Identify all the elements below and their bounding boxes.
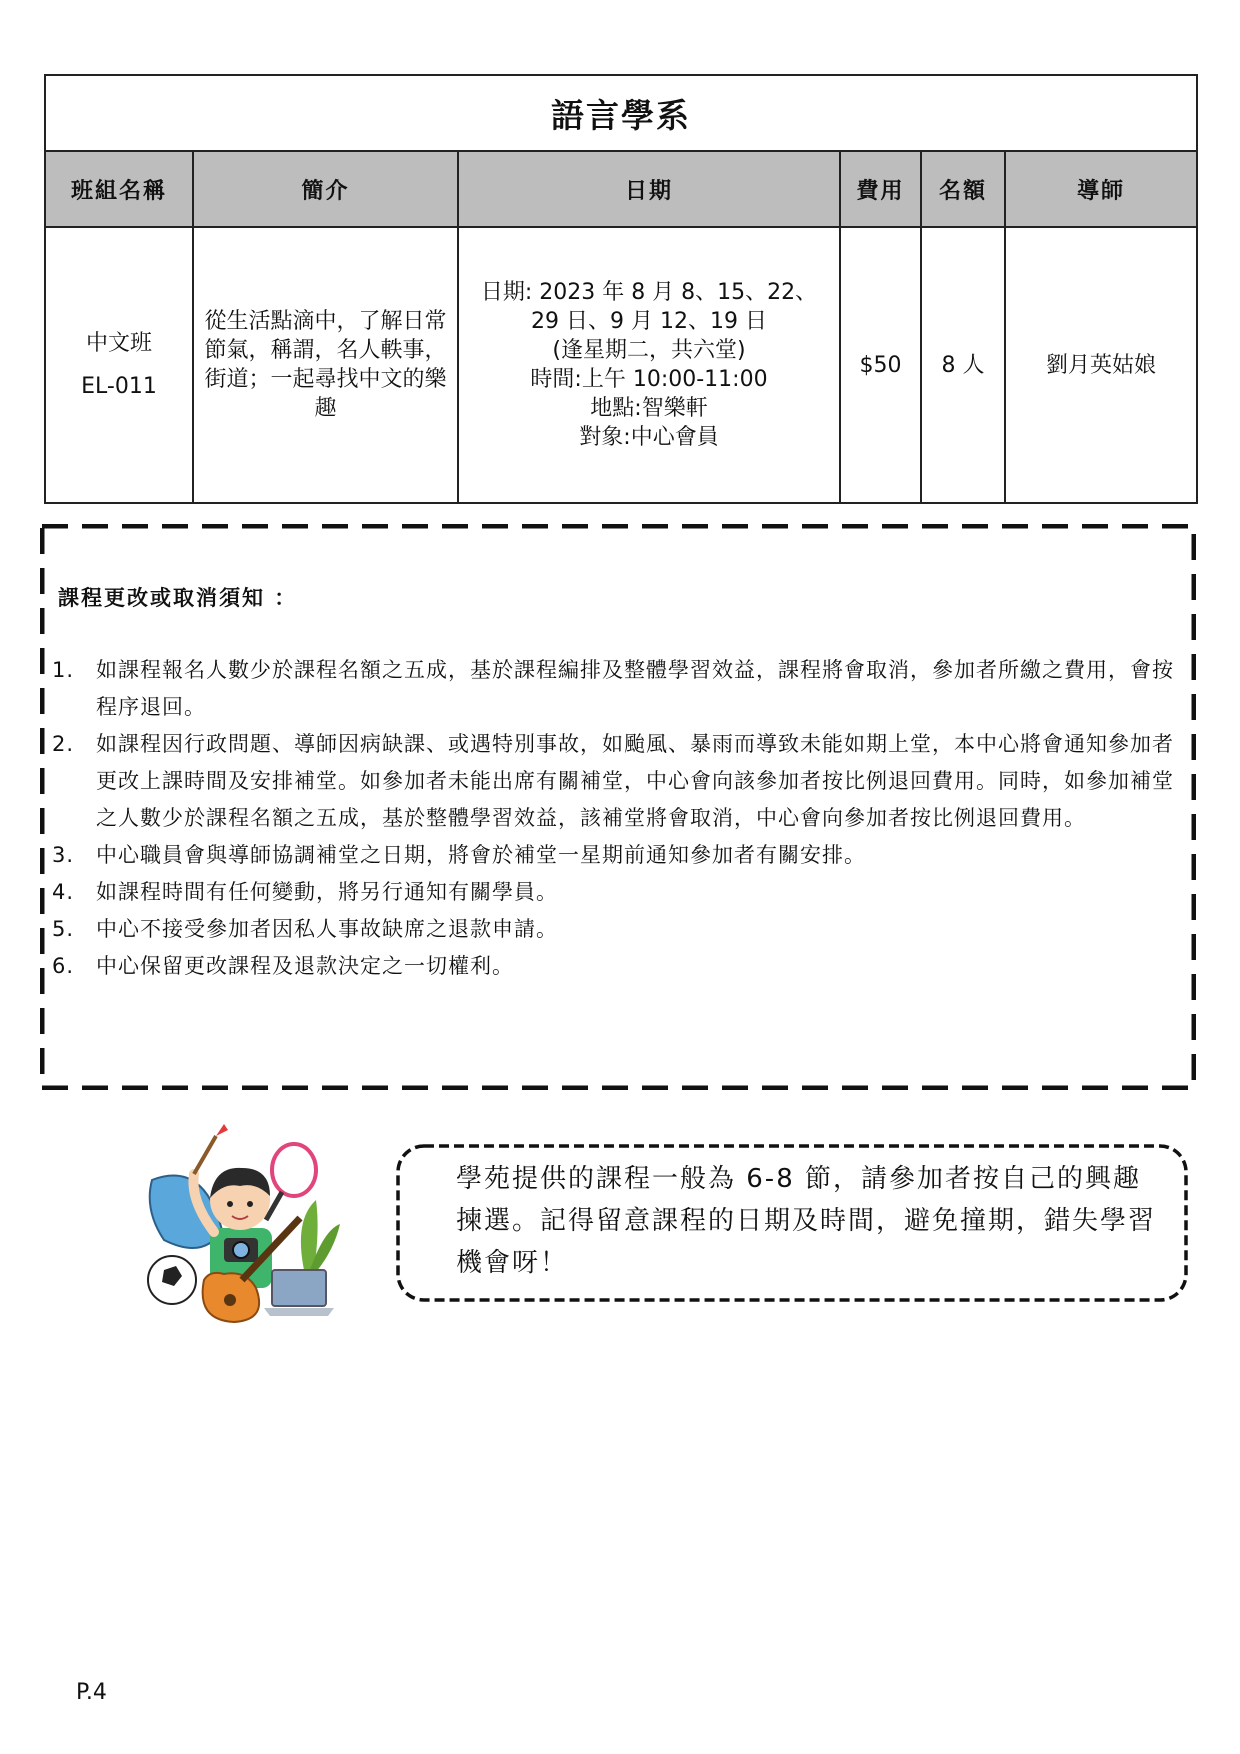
notice-item-text: 如課程時間有任何變動，將另行通知有關學員。 (96, 880, 558, 904)
date-line: (逢星期二，共六堂) (552, 338, 746, 363)
location-line: 地點:智樂軒 (590, 396, 708, 421)
notice-item (52, 837, 1188, 874)
time-line: 時間:上午 10:00-11:00 (530, 367, 768, 392)
header-date: 日期 (458, 151, 840, 227)
notice-item-number: 5. (52, 917, 75, 941)
date-cell (458, 227, 840, 503)
notice-box (40, 524, 1196, 1090)
notice-item-number: 1. (52, 658, 75, 682)
department-title: 語言學系 (45, 75, 1197, 151)
intro-cell (193, 227, 458, 503)
notice-item-text: 中心保留更改課程及退款決定之一切權利。 (96, 954, 514, 978)
header-fee: 費用 (840, 151, 921, 227)
class-name-cell (45, 227, 193, 503)
header-intro: 簡介 (193, 151, 458, 227)
quota-cell: 8 人 (921, 227, 1005, 503)
notice-item-number: 4. (52, 880, 75, 904)
class-intro: 從生活點滴中，了解日常節氣，稱謂，名人軼事，街道；一起尋找中文的樂趣 (204, 309, 447, 421)
tip-bubble (396, 1144, 1188, 1302)
notice-item-number: 2. (52, 732, 75, 756)
notice-item-number: 3. (52, 843, 75, 867)
header-quota: 名額 (921, 151, 1005, 227)
notice-item (52, 911, 1188, 948)
table-row (45, 227, 1197, 503)
notice-item-text: 如課程因行政問題、導師因病缺課、或遇特別事故，如颱風、暴雨而導致未能如期上堂，本中心將會通知參加者更改上課時間及安排補堂。如參加者未能出席有關補堂，中心會向該參加者按比例退回費用。同時，如參加補堂之人數少於課程名額之五成，基於整體學習效益，該補堂將會取消，中心會向參加者按比例退回費用。 (96, 732, 1174, 830)
notice-item (52, 652, 1188, 726)
header-class-name: 班組名稱 (45, 151, 193, 227)
page-number: P.4 (76, 1680, 107, 1705)
date-line: 29 日、9 月 12、19 日 (531, 309, 767, 334)
notice-item-number: 6. (52, 954, 75, 978)
tip-text: 學苑提供的課程一般為 6-8 節，請參加者按自己的興趣揀選。記得留意課程的日期及時間，避免撞期，錯失學習機會呀！ (456, 1164, 1157, 1278)
table-header-row (45, 151, 1197, 227)
notice-title: 課程更改或取消須知 ： (58, 586, 298, 610)
fee-cell: $50 (840, 227, 921, 503)
tutor-cell: 劉月英姑娘 (1005, 227, 1197, 503)
notice-item-text: 中心職員會與導師協調補堂之日期，將會於補堂一星期前通知參加者有關安排。 (96, 843, 866, 867)
notice-item (52, 874, 1188, 911)
date-line: 日期: 2023 年 8 月 8、15、22、 (480, 280, 818, 305)
notice-item-text: 中心不接受參加者因私人事故缺席之退款申請。 (96, 917, 558, 941)
header-tutor: 導師 (1005, 151, 1197, 227)
class-code: EL-011 (81, 374, 157, 399)
class-name: 中文班 (85, 331, 152, 356)
notice-item-text: 如課程報名人數少於課程名額之五成，基於課程編排及整體學習效益，課程將會取消，參加者所繳之費用，會按程序退回。 (96, 658, 1174, 719)
course-table (44, 74, 1198, 504)
notice-item (52, 726, 1188, 837)
hobbies-person-icon (144, 1120, 344, 1330)
notice-list (52, 652, 1188, 985)
audience-line: 對象:中心會員 (579, 425, 719, 450)
notice-item (52, 948, 1188, 985)
